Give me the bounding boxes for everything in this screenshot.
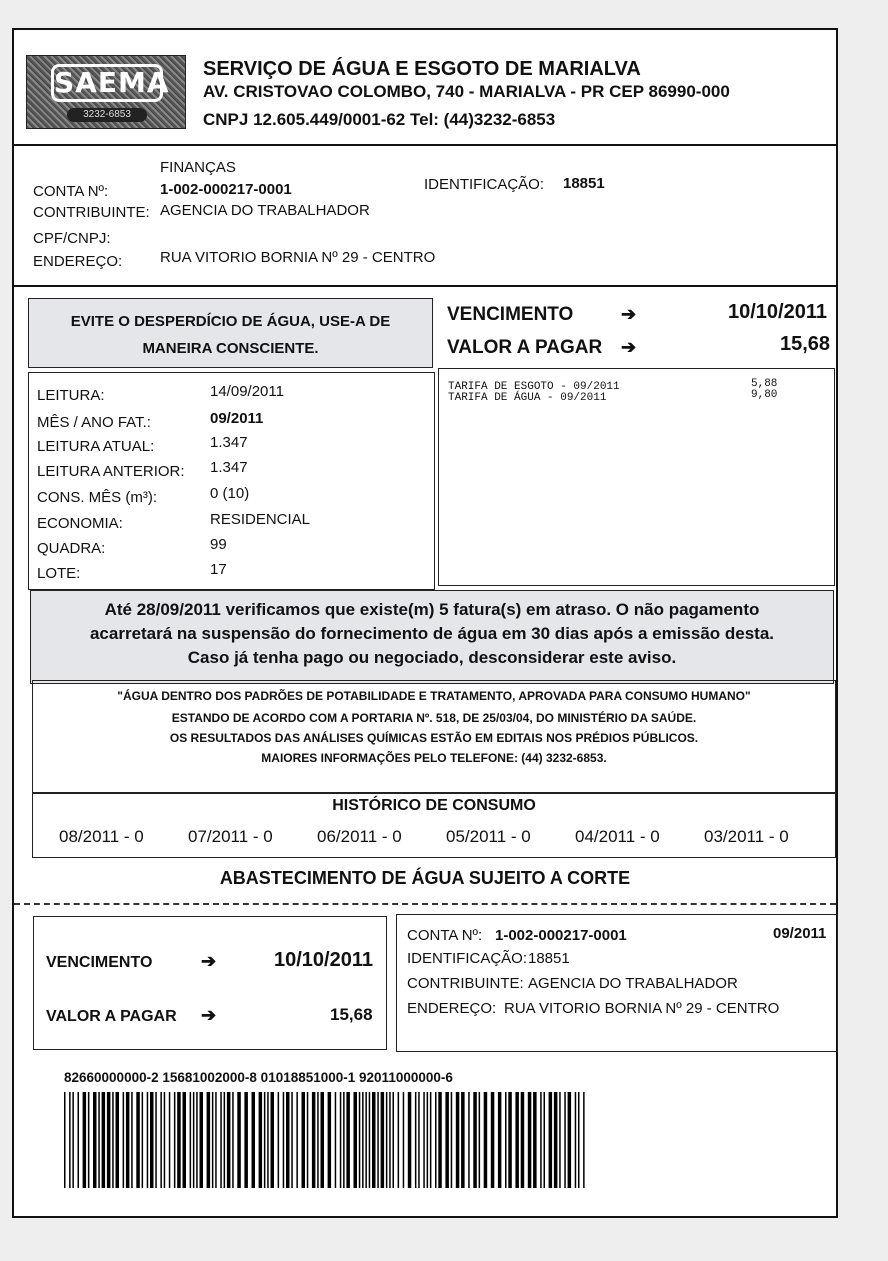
barcode-bar — [88, 1092, 90, 1188]
stub-vencimento-value: 10/10/2011 — [274, 949, 373, 971]
contrib-value: AGENCIA DO TRABALHADOR — [160, 202, 370, 219]
history-item: 08/2011 - 0 — [59, 827, 144, 846]
history-item: 06/2011 - 0 — [317, 827, 402, 846]
stub-conta-value: 1-002-000217-0001 — [495, 927, 627, 944]
history-box — [32, 792, 836, 858]
history-title: HISTÓRICO DE CONSUMO — [332, 797, 536, 814]
barcode-bar — [445, 1092, 449, 1188]
reading-label: MÊS / ANO FAT.: — [37, 414, 151, 431]
barcode-bar — [369, 1092, 371, 1188]
barcode-bar — [252, 1092, 256, 1188]
overdue-line1: Até 28/09/2011 verificamos que existe(m) 5 fatura(s) em atraso. O não pagamento — [104, 600, 760, 619]
barcode-bar — [415, 1092, 417, 1188]
barcode-bar — [291, 1092, 293, 1188]
barcode-bar — [136, 1092, 140, 1188]
waste-notice-line2: MANEIRA CONSCIENTE. — [142, 340, 319, 357]
barcode-bar — [302, 1092, 306, 1188]
tariff-value: 5,88 — [751, 378, 778, 390]
barcode-bar — [312, 1092, 316, 1188]
barcode-bar — [93, 1092, 97, 1188]
arrow-right-icon: ➔ — [201, 1005, 217, 1025]
barcode-bar — [578, 1092, 580, 1188]
department: FINANÇAS — [160, 159, 236, 176]
endereco-value: RUA VITORIO BORNIA Nº 29 - CENTRO — [160, 249, 436, 266]
barcode-bar — [174, 1092, 176, 1188]
barcode-bar — [393, 1092, 395, 1188]
vencimento-label: VENCIMENTO — [447, 304, 574, 325]
overdue-notice — [30, 590, 834, 684]
reading-value: 99 — [210, 536, 227, 553]
barcode-bar — [372, 1092, 376, 1188]
barcode-bar — [398, 1092, 400, 1188]
barcode-bar — [278, 1092, 280, 1188]
contrib-label: CONTRIBUINTE: — [33, 204, 150, 221]
reading-label: LEITURA: — [37, 387, 105, 404]
barcode-bar — [232, 1092, 234, 1188]
arrow-right-icon: ➔ — [621, 337, 637, 357]
reading-value: 0 (10) — [210, 485, 250, 502]
barcode-bar — [554, 1092, 558, 1188]
tariff-box — [438, 368, 835, 586]
barcode-bar — [335, 1092, 337, 1188]
barcode-bar — [430, 1092, 432, 1188]
barcode-bar — [283, 1092, 285, 1188]
stub-endereco-label: ENDEREÇO: — [407, 1000, 497, 1017]
barcode-bar — [540, 1092, 542, 1188]
account-divider — [14, 285, 836, 287]
logo-text: SAEMA — [51, 64, 163, 102]
barcode-bar — [418, 1092, 420, 1188]
stub-period: 09/2011 — [773, 925, 827, 942]
barcode-bar — [575, 1092, 577, 1188]
barcode-bar — [386, 1092, 388, 1188]
barcode-digits: 82660000000-2 15681002000-8 01018851000-1 92011000000-6 — [64, 1070, 453, 1085]
barcode-bar — [381, 1092, 385, 1188]
stub-valor-value: 15,68 — [330, 1005, 373, 1024]
ident-label: IDENTIFICAÇÃO: — [424, 176, 545, 193]
reading-label: LOTE: — [37, 565, 81, 582]
barcode-bar — [505, 1092, 507, 1188]
reading-label: LEITURA ANTERIOR: — [37, 463, 185, 480]
saema-logo — [26, 55, 186, 129]
valor-value: 15,68 — [780, 333, 831, 355]
barcode-bar — [116, 1092, 120, 1188]
overdue-line2: acarretará na suspensão do fornecimento de água em 30 dias após a emissão desta. — [89, 624, 775, 643]
barcode-bar — [321, 1092, 325, 1188]
tariff-value: 9,80 — [751, 389, 778, 401]
barcode-bar — [224, 1092, 226, 1188]
conta-label: CONTA Nº: — [33, 183, 109, 200]
history-item: 04/2011 - 0 — [575, 827, 660, 846]
reading-value: 1.347 — [210, 459, 248, 476]
barcode-bar — [456, 1092, 460, 1188]
barcode-bar — [207, 1092, 211, 1188]
cpf-label: CPF/CNPJ: — [33, 230, 111, 247]
barcode-bar — [147, 1092, 149, 1188]
barcode-bar — [508, 1092, 512, 1188]
barcode-bar — [78, 1092, 80, 1188]
logo-phone: 3232-6853 — [67, 108, 147, 122]
barcode-bar — [583, 1092, 585, 1188]
reading-value: 09/2011 — [210, 410, 264, 427]
barcode-bar — [164, 1092, 166, 1188]
quality-line3: OS RESULTADOS DAS ANÁLISES QUÍMICAS ESTÃO EM EDITAIS NOS PRÉDIOS PÚBLICOS. — [169, 731, 699, 745]
barcode-bar — [559, 1092, 561, 1188]
company-name: SERVIÇO DE ÁGUA E ESGOTO DE MARIALVA — [203, 58, 641, 80]
barcode-bar — [498, 1092, 502, 1188]
barcode-bar — [112, 1092, 114, 1188]
reading-label: ECONOMIA: — [37, 515, 123, 532]
barcode-bar — [126, 1092, 129, 1188]
reading-label: CONS. MÊS (m³): — [37, 489, 157, 506]
barcode-bar — [183, 1092, 187, 1188]
barcode-bar — [64, 1092, 66, 1188]
barcode-bar — [484, 1092, 488, 1188]
barcode-bar — [515, 1092, 519, 1188]
barcode-bar — [200, 1092, 204, 1188]
barcode-bar — [461, 1092, 465, 1188]
barcode-bar — [212, 1092, 214, 1188]
stub-endereco-value: RUA VITORIO BORNIA Nº 29 - CENTRO — [504, 1000, 780, 1017]
barcode-bar — [83, 1092, 87, 1188]
barcode-bar — [365, 1092, 367, 1188]
company-address: AV. CRISTOVAO COLOMBO, 740 - MARIALVA - PR CEP 86990-000 — [203, 82, 730, 101]
barcode-bar — [142, 1092, 144, 1188]
barcode-bar — [237, 1092, 241, 1188]
vencimento-value: 10/10/2011 — [728, 301, 827, 323]
stub-contrib-value: AGENCIA DO TRABALHADOR — [528, 975, 738, 992]
history-item: 05/2011 - 0 — [446, 827, 531, 846]
barcode-bar — [328, 1092, 332, 1188]
reading-value: 14/09/2011 — [210, 383, 284, 400]
barcode-bar — [271, 1092, 275, 1188]
barcode-bar — [102, 1092, 106, 1188]
conta-value: 1-002-000217-0001 — [160, 181, 292, 198]
history-item: 07/2011 - 0 — [188, 827, 273, 846]
barcode-bar — [423, 1092, 425, 1188]
barcode-bar — [528, 1092, 532, 1188]
endereco-label: ENDEREÇO: — [33, 253, 123, 270]
company-cnpj-tel: CNPJ 12.605.449/0001-62 Tel: (44)3232-6853 — [203, 110, 556, 129]
barcode-bar — [150, 1092, 154, 1188]
reading-label: QUADRA: — [37, 540, 106, 557]
barcode-bar — [403, 1092, 405, 1188]
stub-conta-label: CONTA Nº: — [407, 927, 483, 944]
barcode-bar — [491, 1092, 495, 1188]
ident-value: 18851 — [563, 175, 605, 192]
cut-notice: ABASTECIMENTO DE ÁGUA SUJEITO A CORTE — [219, 868, 631, 888]
barcode-bar — [346, 1092, 350, 1188]
quality-line4: MAIORES INFORMAÇÕES PELO TELEFONE: (44) 3232-6853. — [261, 751, 607, 765]
quality-notice — [32, 680, 836, 794]
barcode-bar — [177, 1092, 181, 1188]
reading-value: RESIDENCIAL — [210, 511, 311, 528]
barcode-bar — [568, 1092, 572, 1188]
barcode-bar — [427, 1092, 429, 1188]
reading-value: 17 — [210, 561, 227, 578]
barcode-bar — [193, 1092, 195, 1188]
tariff-label: TARIFA DE ESGOTO - 09/2011 — [448, 381, 620, 393]
barcode-bar — [521, 1092, 525, 1188]
history-item: 03/2011 - 0 — [704, 827, 789, 846]
quality-line2: ESTANDO DE ACORDO COM A PORTARIA Nº. 518, DE 25/03/04, DO MINISTÉRIO DA SAÚDE. — [171, 711, 697, 725]
reading-label: LEITURA ATUAL: — [37, 438, 155, 455]
overdue-line3: Caso já tenha pago ou negociado, desconsiderar este aviso. — [187, 648, 677, 667]
barcode — [64, 1092, 586, 1188]
reading-value: 1.347 — [210, 434, 248, 451]
stub-account-box — [396, 914, 838, 1052]
barcode-bar — [564, 1092, 566, 1188]
stub-ident-label: IDENTIFICAÇÃO: — [407, 950, 528, 967]
barcode-bar — [160, 1092, 162, 1188]
barcode-bar — [227, 1092, 231, 1188]
barcode-bar — [473, 1092, 477, 1188]
stub-vencimento-label: VENCIMENTO — [46, 954, 153, 971]
barcode-bar — [72, 1092, 74, 1188]
barcode-bar — [468, 1092, 470, 1188]
barcode-bar — [196, 1092, 198, 1188]
barcode-bar — [69, 1092, 71, 1188]
barcode-bar — [123, 1092, 125, 1188]
barcode-bar — [244, 1092, 248, 1188]
stub-payment-box — [33, 916, 387, 1050]
barcode-bar — [544, 1092, 546, 1188]
stub-contrib-label: CONTRIBUINTE: — [407, 975, 524, 992]
barcode-bar — [549, 1092, 553, 1188]
barcode-bar — [169, 1092, 171, 1188]
arrow-right-icon: ➔ — [621, 304, 637, 324]
barcode-bar — [438, 1092, 442, 1188]
barcode-bar — [435, 1092, 437, 1188]
barcode-bar — [190, 1092, 192, 1188]
barcode-bar — [408, 1092, 412, 1188]
barcode-bar — [317, 1092, 319, 1188]
barcode-bar — [264, 1092, 266, 1188]
arrow-right-icon: ➔ — [201, 951, 217, 971]
barcode-bar — [155, 1092, 157, 1188]
barcode-bar — [220, 1092, 222, 1188]
stub-ident-value: 18851 — [528, 950, 570, 967]
barcode-bar — [479, 1092, 481, 1188]
valor-label: VALOR A PAGAR — [447, 337, 603, 358]
reading-box — [28, 372, 435, 590]
waste-notice-line1: EVITE O DESPERDÍCIO DE ÁGUA, USE-A DE — [70, 313, 391, 330]
waste-notice — [28, 298, 433, 368]
barcode-bar — [354, 1092, 358, 1188]
barcode-bar — [286, 1092, 290, 1188]
barcode-bar — [362, 1092, 364, 1188]
barcode-bar — [131, 1092, 133, 1188]
barcode-bar — [259, 1092, 263, 1188]
header-divider — [14, 144, 836, 146]
barcode-bar — [533, 1092, 537, 1188]
tariff-label: TARIFA DE ÁGUA - 09/2011 — [448, 392, 607, 404]
barcode-bar — [377, 1092, 379, 1188]
barcode-bar — [343, 1092, 345, 1188]
barcode-bar — [267, 1092, 269, 1188]
cut-line — [14, 903, 836, 905]
barcode-bar — [451, 1092, 453, 1188]
barcode-bar — [389, 1092, 391, 1188]
barcode-bar — [107, 1092, 111, 1188]
barcode-bar — [307, 1092, 309, 1188]
barcode-bar — [340, 1092, 342, 1188]
stub-valor-label: VALOR A PAGAR — [46, 1008, 177, 1025]
quality-line1: "ÁGUA DENTRO DOS PADRÕES DE POTABILIDADE E TRATAMENTO, APROVADA PARA CONSUMO HUMANO" — [117, 689, 751, 703]
barcode-bar — [359, 1092, 361, 1188]
barcode-bar — [296, 1092, 298, 1188]
barcode-bar — [215, 1092, 217, 1188]
barcode-bar — [98, 1092, 100, 1188]
